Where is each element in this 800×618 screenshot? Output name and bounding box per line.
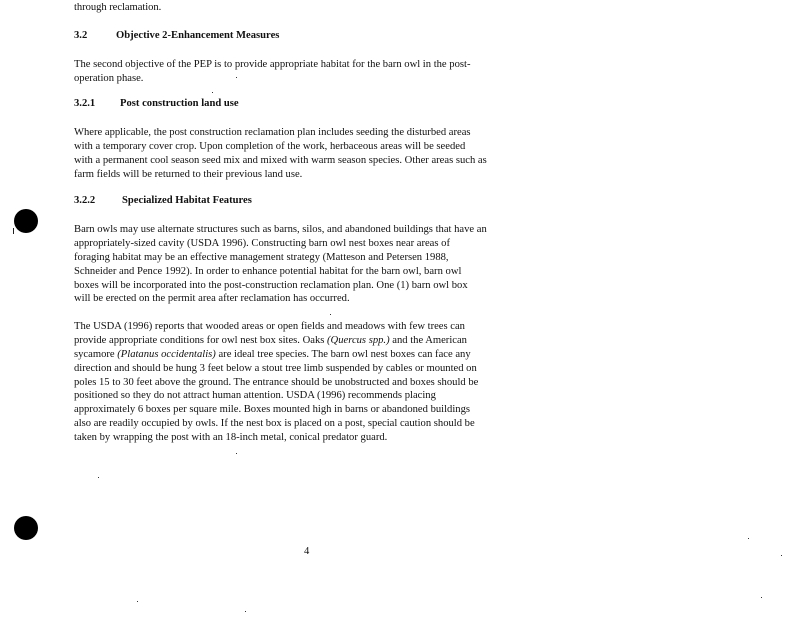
scan-speck bbox=[748, 538, 749, 539]
quercus-species-text: (Quercus spp.) bbox=[327, 334, 390, 346]
punch-hole-icon bbox=[14, 209, 38, 233]
punch-hole-icon bbox=[14, 516, 38, 540]
paragraph-line: The second objective of the PEP is to provide appropriate habitat for the barn owl in the post- bbox=[74, 59, 471, 70]
line-lead-text: sycamore bbox=[74, 348, 118, 360]
section-3-2-1-heading bbox=[74, 98, 239, 109]
scan-speck bbox=[236, 453, 237, 454]
paragraph-line: Barn owls may use alternate structures such as barns, silos, and abandoned buildings that have an bbox=[74, 224, 487, 235]
section-number: 3.2.1 bbox=[74, 98, 96, 109]
platanus-species-text: (Platanus occidentalis) bbox=[117, 348, 216, 360]
section-number: 3.2.2 bbox=[74, 195, 96, 206]
paragraph-line: operation phase. bbox=[74, 72, 144, 84]
scan-speck bbox=[236, 77, 237, 78]
paragraph-line bbox=[74, 334, 554, 348]
paragraph-line: boxes will be incorporated into the post-construction reclamation plan. One (1) barn owl box bbox=[74, 279, 468, 291]
paragraph-line: Where applicable, the post construction reclamation plan includes seeding the disturbed areas bbox=[74, 127, 471, 138]
scan-speck bbox=[330, 314, 331, 315]
scan-speck bbox=[761, 597, 762, 598]
paragraph-line: approximately 6 boxes per square mile. Boxes mounted high in barns or abandoned buildings bbox=[74, 404, 471, 416]
paragraph-line: with a temporary cover crop. Upon completion of the work, herbaceous areas will be seeded bbox=[74, 140, 466, 152]
paragraph-line: with a permanent cool season seed mix and mixed with warm season species. Other areas such as bbox=[74, 154, 487, 166]
paragraph-line: Schneider and Pence 1992). In order to enhance potential habitat for the barn owl, barn owl bbox=[74, 265, 462, 277]
section-title: Specialized Habitat Features bbox=[122, 195, 252, 206]
section-number: 3.2 bbox=[74, 30, 88, 41]
paragraph-line: appropriately-sized cavity (USDA 1996). Constructing barn owl nest boxes near areas of bbox=[74, 237, 450, 249]
scan-speck bbox=[98, 477, 99, 478]
scan-speck bbox=[245, 611, 246, 612]
scan-speck bbox=[212, 92, 213, 93]
section-3-2-paragraph bbox=[74, 58, 554, 86]
scan-mark bbox=[13, 228, 14, 234]
top-fragment-text: through reclamation. bbox=[74, 2, 162, 13]
paragraph-line: positioned so they do not attract human attention. USDA (1996) recommends placing bbox=[74, 390, 436, 402]
paragraph-line: taken by wrapping the post with an 18-inch metal, conical predator guard. bbox=[74, 432, 388, 444]
paragraph-line: also are readily occupied by owls. If the nest box is placed on a post, special caution should be bbox=[74, 418, 475, 430]
section-3-2-2-paragraph-1 bbox=[74, 223, 554, 306]
page-number: 4 bbox=[304, 546, 310, 557]
section-title: Objective 2-Enhancement Measures bbox=[116, 30, 280, 41]
section-3-2-2-heading bbox=[74, 195, 252, 206]
paragraph-line bbox=[74, 348, 554, 362]
paragraph-line: direction and should be hung 3 feet below a stout tree limb suspended by cables or mounted on bbox=[74, 362, 477, 374]
section-3-2-heading bbox=[74, 30, 279, 41]
paragraph-line: will be erected on the permit area after reclamation has occurred. bbox=[74, 293, 350, 305]
paragraph-line: The USDA (1996) reports that wooded areas or open fields and meadows with few trees can bbox=[74, 321, 465, 332]
scan-speck bbox=[137, 601, 138, 602]
line-tail-text: and the American bbox=[389, 334, 467, 346]
line-tail-text: are ideal tree species. The barn owl nest boxes can face any bbox=[215, 348, 471, 360]
paragraph-line: foraging habitat may be an effective management strategy (Matteson and Petersen 1988, bbox=[74, 251, 449, 263]
scan-speck bbox=[781, 555, 782, 556]
section-title: Post construction land use bbox=[120, 98, 239, 109]
paragraph-line: farm fields will be returned to their previous land use. bbox=[74, 168, 303, 180]
paragraph-line: poles 15 to 30 feet above the ground. The entrance should be unobstructed and boxes should be bbox=[74, 376, 479, 388]
line-lead-text: provide appropriate conditions for owl nest box sites. Oaks bbox=[74, 334, 328, 346]
section-3-2-1-paragraph bbox=[74, 126, 554, 182]
section-3-2-2-paragraph-2 bbox=[74, 320, 554, 445]
